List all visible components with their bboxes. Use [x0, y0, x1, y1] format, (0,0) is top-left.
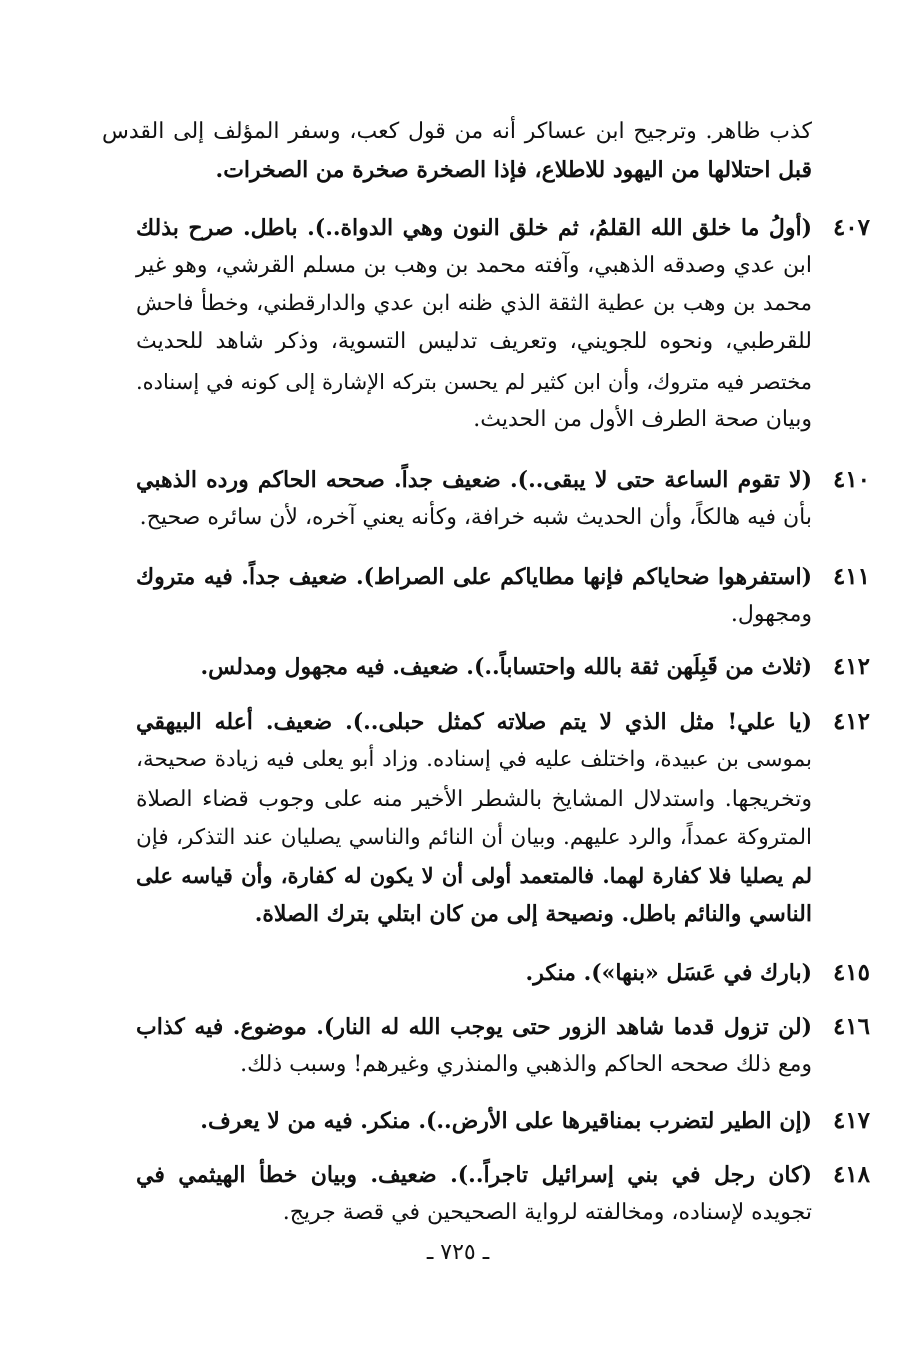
entry-line: تجويده لإسناده، ومخالفته لرواية الصحيحين في قصة جريج.: [282, 1200, 812, 1225]
entry-number: ٤١٧: [832, 1107, 870, 1134]
intro-line: كذب ظاهر. وترجيح ابن عساكر أنه من قول كعب، وسفر المؤلف إلى القدس: [102, 119, 812, 144]
entry-line: (لا تقوم الساعة حتى لا يبقى..). ضعيف جداً. صححه الحاكم ورده الذهبي: [136, 467, 812, 493]
entry-line: ومجهول.: [730, 602, 812, 627]
entry-line: المتروكة عمداً، والرد عليهم. وبيان أن النائم والناسي يصليان عند التذكر، فإن: [136, 825, 812, 850]
entry-number: ٤١٦: [832, 1013, 870, 1040]
intro-line: قبل احتلالها من اليهود للاطلاع، فإذا الصخرة صخرة من الصخرات.: [215, 157, 812, 183]
entry-line: ومع ذلك صححه الحاكم والذهبي والمنذري وغيرهم! وسبب ذلك.: [240, 1052, 812, 1077]
entry-line: مختصر فيه متروك، وأن ابن كثير لم يحسن بتركه الإشارة إلى كونه في إسناده.: [136, 370, 812, 394]
entry-line: (أولُ ما خلق الله القلمُ، ثم خلق النون وهي الدواة..). باطل. صرح بذلك: [136, 215, 812, 241]
entry-line: (يا علي! مثل الذي لا يتم صلاته كمثل حبلى..). ضعيف. أعله البيهقي: [136, 709, 812, 735]
entry-line: لم يصليا فلا كفارة لهما. فالمتعمد أولى أن لا يكون له كفارة، وأن قياسه على: [136, 863, 812, 888]
entry-number: ٤١٢: [832, 653, 870, 680]
entry-line: الناسي والنائم باطل. ونصيحة إلى من كان ابتلي بترك الصلاة.: [254, 901, 812, 927]
entry-line: (كان رجل في بني إسرائيل تاجراً..). ضعيف. وبيان خطأ الهيثمي في: [136, 1162, 812, 1188]
entry-line: ابن عدي وصدقه الذهبي، وآفته محمد بن وهب بن مسلم القرشي، وهو غير: [136, 253, 812, 278]
page-number: ـ ٧٢٥ ـ: [426, 1240, 490, 1265]
entry-number: ٤٠٧: [832, 214, 870, 241]
entry-number: ٤١٠: [832, 466, 870, 493]
entry-line: بأن فيه هالكاً، وأن الحديث شبه خرافة، وكأنه يعني آخره، لأن سائره صحيح.: [139, 505, 812, 530]
entry-number: ٤١٢: [832, 708, 870, 735]
entry-number: ٤١٨: [832, 1161, 870, 1188]
entry-line: محمد بن وهب بن عطية الثقة الذي ظنه ابن عدي والدارقطني، وخطأ فاحش: [136, 291, 812, 316]
entry-line: للقرطبي، ونحوه للجويني، وتعريف تدليس التسوية، وذكر شاهد للحديث: [136, 329, 812, 354]
entry-line: وبيان صحة الطرف الأول من الحديث.: [473, 407, 812, 432]
entry-number: ٤١٥: [832, 959, 870, 986]
entry-line: وتخريجها. واستدلال المشايخ بالشطر الأخير منه على وجوب قضاء الصلاة: [136, 787, 812, 812]
entry-line: (ثلاث من قَبِلَهن ثقة بالله واحتساباً..). ضعيف. فيه مجهول ومدلس.: [200, 654, 812, 680]
entry-number: ٤١١: [832, 563, 870, 590]
entry-line: (لن تزول قدما شاهد الزور حتى يوجب الله له النار). موضوع. فيه كذاب: [136, 1014, 812, 1040]
entry-line: (إن الطير لتضرب بمناقيرها على الأرض..). منكر. فيه من لا يعرف.: [200, 1108, 812, 1134]
entry-line: (بارك في عَسَل «بنها»). منكر.: [525, 960, 812, 986]
entry-line: (استفرهوا ضحاياكم فإنها مطاياكم على الصراط). ضعيف جداً. فيه متروك: [136, 564, 812, 590]
entry-line: بموسى بن عبيدة، واختلف عليه في إسناده. وزاد أبو يعلى فيه زيادة صحيحة،: [136, 747, 812, 772]
